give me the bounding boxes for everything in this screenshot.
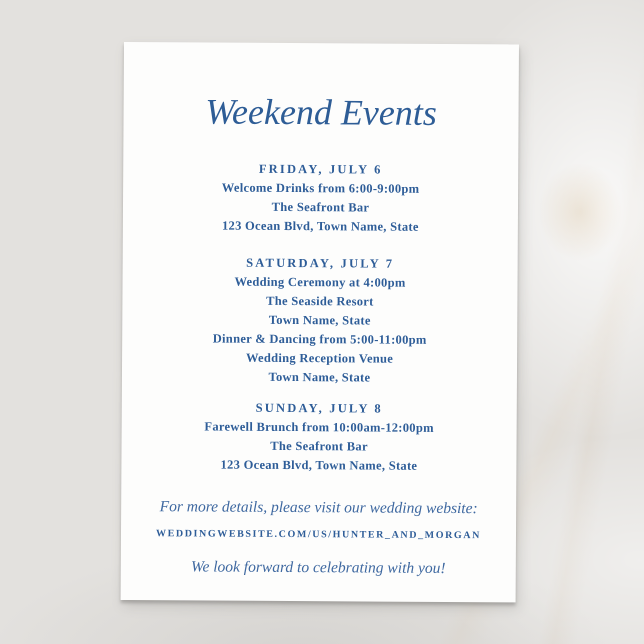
card-title: Weekend Events bbox=[205, 91, 437, 133]
closing-message: We look forward to celebrating with you! bbox=[190, 558, 446, 577]
event-detail-line: Welcome Drinks from 6:00-9:00pm bbox=[221, 180, 420, 196]
wedding-weekend-events-card bbox=[121, 42, 519, 602]
event-section-friday bbox=[123, 159, 518, 237]
event-venue-line: The Seafront Bar bbox=[271, 199, 370, 215]
event-address-line: Town Name, State bbox=[268, 312, 371, 328]
event-day-heading: FRIDAY, JULY 6 bbox=[258, 161, 383, 177]
event-detail-line: Dinner & Dancing from 5:00-11:00pm bbox=[212, 331, 427, 347]
event-address-line: 123 Ocean Blvd, Town Name, State bbox=[220, 457, 418, 473]
event-venue-line: The Seafront Bar bbox=[270, 438, 368, 454]
event-address-line: 123 Ocean Blvd, Town Name, State bbox=[221, 218, 419, 234]
event-section-sunday bbox=[121, 398, 516, 476]
event-venue-line: The Seaside Resort bbox=[266, 293, 374, 309]
event-day-heading: SATURDAY, JULY 7 bbox=[246, 255, 395, 271]
wedding-website-note: For more details, please visit our wedding website: bbox=[159, 498, 478, 518]
event-detail-line: Wedding Ceremony at 4:00pm bbox=[234, 274, 406, 290]
wedding-website-url: WEDDINGWEBSITE.COM/US/HUNTER_AND_MORGAN bbox=[155, 528, 481, 542]
event-detail-line: Farewell Brunch from 10:00am-12:00pm bbox=[204, 419, 434, 435]
event-venue-line: Wedding Reception Venue bbox=[245, 350, 394, 366]
event-section-saturday bbox=[122, 253, 518, 388]
event-address-line: Town Name, State bbox=[268, 369, 371, 385]
event-day-heading: SUNDAY, JULY 8 bbox=[255, 400, 383, 416]
